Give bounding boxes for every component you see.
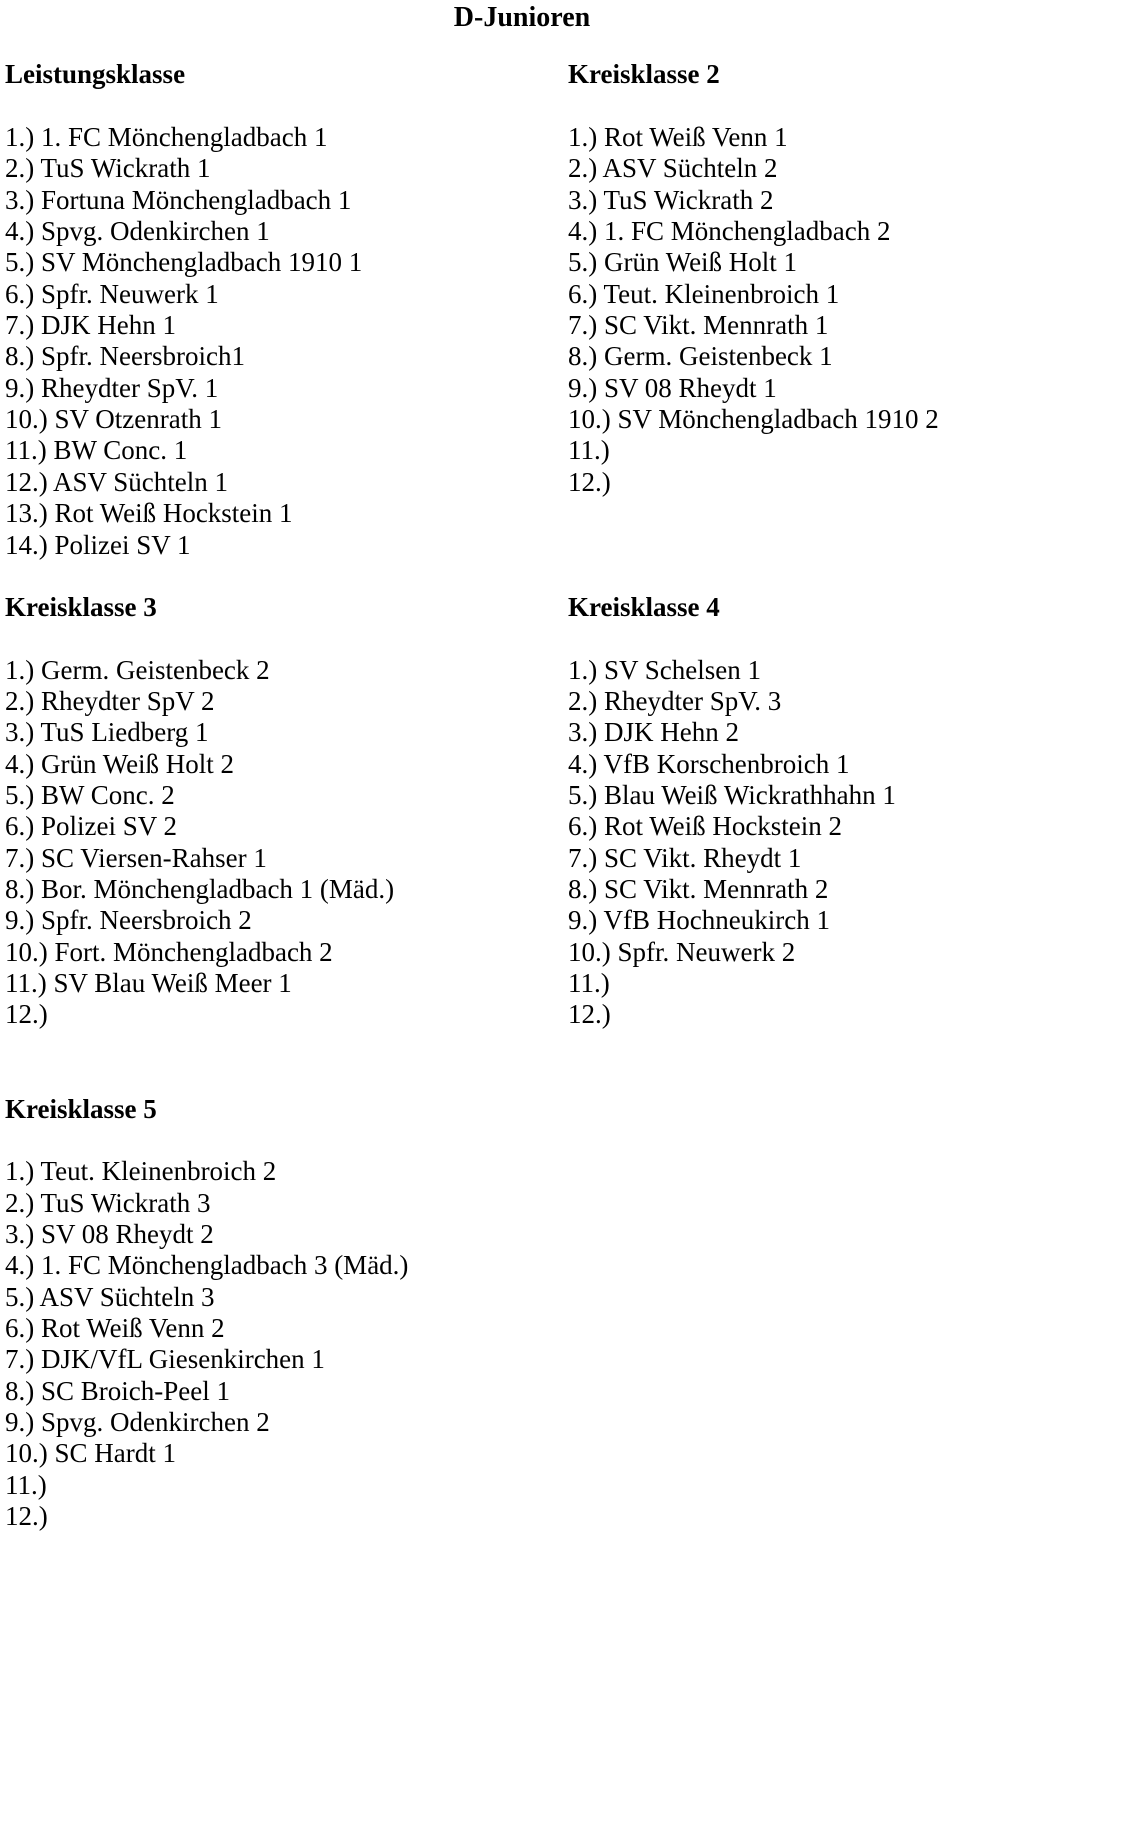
row-kreisklasse3-kreisklasse4 (5, 592, 1134, 1031)
list-item: 12.) (568, 999, 611, 1030)
list-item: 9.) Rheydter SpV. 1 (5, 372, 219, 403)
list-item: 1.) Teut. Kleinenbroich 2 (5, 1156, 277, 1187)
list-item: 6.) Rot Weiß Venn 2 (5, 1313, 225, 1344)
list-item: 2.) Rheydter SpV. 3 (568, 685, 782, 716)
list-item: 3.) TuS Wickrath 2 (568, 184, 774, 215)
list-item: 10.) Spfr. Neuwerk 2 (568, 936, 796, 967)
list-item: 12.) (5, 1501, 48, 1532)
section-heading-kreisklasse-5: Kreisklasse 5 (5, 1093, 157, 1124)
team-list-kreisklasse-5 (5, 1156, 568, 1532)
list-item: 10.) SV Otzenrath 1 (5, 404, 222, 435)
list-item: 11.) (568, 435, 610, 466)
list-item: 8.) Bor. Mönchengladbach 1 (Mäd.) (5, 873, 395, 904)
list-item: 9.) VfB Hochneukirch 1 (568, 905, 830, 936)
section-heading-kreisklasse-3: Kreisklasse 3 (5, 591, 157, 622)
list-item: 6.) Rot Weiß Hockstein 2 (568, 811, 843, 842)
list-item: 5.) BW Conc. 2 (5, 779, 175, 810)
team-list-leistungsklasse (5, 122, 568, 561)
list-item: 4.) Spvg. Odenkirchen 1 (5, 216, 270, 247)
list-item: 1.) Rot Weiß Venn 1 (568, 122, 788, 153)
section-kreisklasse-3 (5, 592, 568, 1031)
section-leistungsklasse (5, 59, 568, 561)
list-item: 6.) Polizei SV 2 (5, 811, 178, 842)
list-item: 10.) SV Mönchengladbach 1910 2 (568, 404, 939, 435)
list-item: 7.) SC Vikt. Rheydt 1 (568, 842, 802, 873)
section-kreisklasse-4 (568, 592, 1134, 1031)
list-item: 2.) ASV Süchteln 2 (568, 153, 778, 184)
list-item: 1.) 1. FC Mönchengladbach 1 (5, 122, 328, 153)
list-item: 3.) SV 08 Rheydt 2 (5, 1219, 214, 1250)
list-item: 6.) Spfr. Neuwerk 1 (5, 278, 219, 309)
list-item: 8.) SC Broich-Peel 1 (5, 1375, 230, 1406)
list-item: 2.) TuS Wickrath 3 (5, 1187, 211, 1218)
list-item: 11.) (5, 1469, 47, 1500)
list-item: 13.) Rot Weiß Hockstein 1 (5, 498, 293, 529)
list-item: 5.) Grün Weiß Holt 1 (568, 247, 798, 278)
list-item: 10.) Fort. Mönchengladbach 2 (5, 936, 333, 967)
list-item: 9.) SV 08 Rheydt 1 (568, 372, 777, 403)
list-item: 12.) (568, 466, 611, 497)
section-kreisklasse-5 (5, 1094, 568, 1533)
list-item: 10.) SC Hardt 1 (5, 1438, 176, 1469)
section-heading-kreisklasse-2: Kreisklasse 2 (568, 59, 720, 90)
list-item: 8.) SC Vikt. Mennrath 2 (568, 873, 829, 904)
list-item: 4.) 1. FC Mönchengladbach 3 (Mäd.) (5, 1250, 409, 1281)
list-item: 5.) ASV Süchteln 3 (5, 1281, 215, 1312)
list-item: 8.) Spfr. Neersbroich1 (5, 341, 245, 372)
list-item: 9.) Spvg. Odenkirchen 2 (5, 1407, 270, 1438)
list-item: 1.) Germ. Geistenbeck 2 (5, 654, 270, 685)
list-item: 11.) BW Conc. 1 (5, 435, 188, 466)
row-kreisklasse5 (5, 1094, 1134, 1533)
team-list-kreisklasse-2 (568, 122, 1134, 498)
list-item: 7.) SC Vikt. Mennrath 1 (568, 310, 829, 341)
list-item: 3.) Fortuna Mönchengladbach 1 (5, 184, 352, 215)
section-kreisklasse-2 (568, 59, 1134, 498)
list-item: 8.) Germ. Geistenbeck 1 (568, 341, 833, 372)
team-list-kreisklasse-3 (5, 655, 568, 1031)
list-item: 5.) Blau Weiß Wickrathhahn 1 (568, 779, 896, 810)
page-title: D-Junioren (453, 2, 591, 33)
list-item: 9.) Spfr. Neersbroich 2 (5, 905, 252, 936)
list-item: 14.) Polizei SV 1 (5, 529, 191, 560)
section-heading-leistungsklasse: Leistungsklasse (5, 59, 186, 90)
section-heading-kreisklasse-4: Kreisklasse 4 (568, 591, 720, 622)
list-item: 7.) DJK/VfL Giesenkirchen 1 (5, 1344, 325, 1375)
list-item: 12.) ASV Süchteln 1 (5, 466, 229, 497)
list-item: 4.) Grün Weiß Holt 2 (5, 748, 235, 779)
list-item: 2.) Rheydter SpV 2 (5, 685, 215, 716)
team-list-kreisklasse-4 (568, 655, 1134, 1031)
list-item: 11.) (568, 967, 610, 998)
list-item: 1.) SV Schelsen 1 (568, 654, 761, 685)
list-item: 6.) Teut. Kleinenbroich 1 (568, 278, 840, 309)
list-item: 5.) SV Mönchengladbach 1910 1 (5, 247, 363, 278)
list-item: 12.) (5, 999, 48, 1030)
row-leistungsklasse-kreisklasse2 (5, 59, 1134, 561)
list-item: 3.) DJK Hehn 2 (568, 717, 739, 748)
list-item: 4.) VfB Korschenbroich 1 (568, 748, 850, 779)
list-item: 7.) SC Viersen-Rahser 1 (5, 842, 267, 873)
list-item: 11.) SV Blau Weiß Meer 1 (5, 967, 292, 998)
list-item: 4.) 1. FC Mönchengladbach 2 (568, 216, 891, 247)
list-item: 2.) TuS Wickrath 1 (5, 153, 211, 184)
list-item: 3.) TuS Liedberg 1 (5, 717, 209, 748)
list-item: 7.) DJK Hehn 1 (5, 310, 176, 341)
